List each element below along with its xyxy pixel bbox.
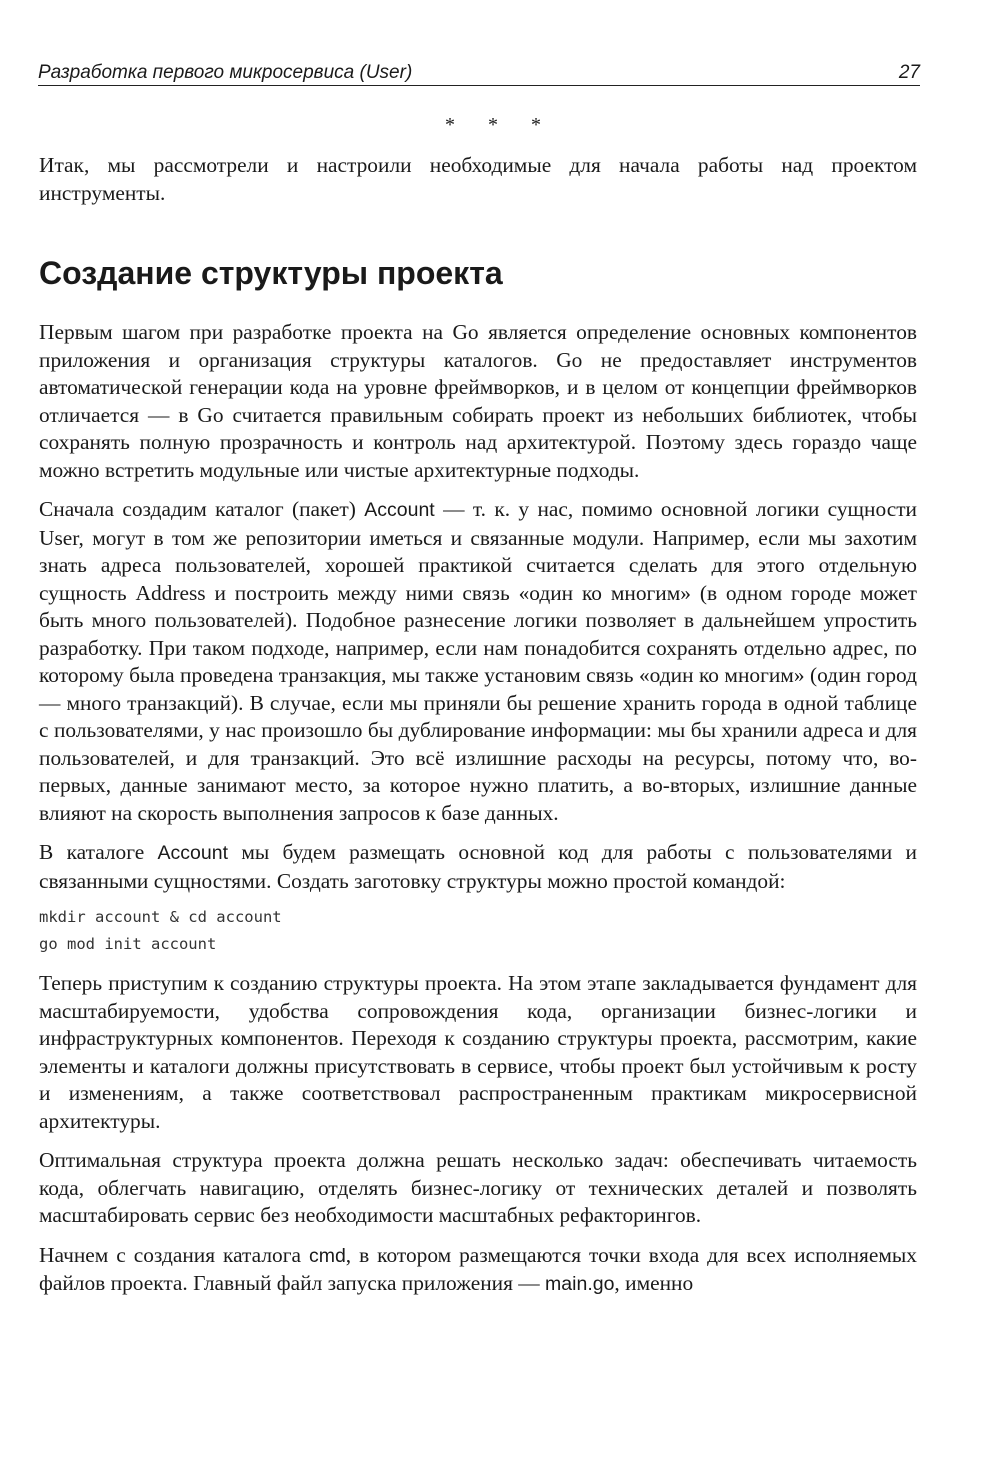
paragraph-2-text-start: Сначала создадим каталог (пакет) <box>39 497 356 521</box>
inline-code-account-2: Account <box>157 842 229 864</box>
code-line: mkdir account & cd account <box>39 908 282 926</box>
paragraph-6-text-middle: , в котором размещаются точки входа для всех исполняемых файлов проекта. Главный файл запуска приложения — <box>39 1242 917 1295</box>
paragraph-3-text-start: В каталоге <box>39 840 145 864</box>
inline-code-account: Account <box>364 499 435 521</box>
paragraph-2 <box>39 496 917 827</box>
paragraph-6 <box>39 1242 917 1299</box>
paragraph-6-text-start: Начнем с создания каталога <box>39 1242 301 1267</box>
paragraph-2-text-end: — т. к. у нас, помимо основной логики сущности User, могут в том же репозитории иметься и связанные модули. Например, если мы захотим знать адреса пользователей, хорошей практикой считается сделать для этого отдельную сущность Address и построить между ними связь «один ко многим» (в одном городе может быть много пользователей). Подобное разнесение логики позволяет в дальнейшем упростить разработку. При таком подходе, например, если нам понадобится сохранять отдельно адрес, по которому была проведена транзакция, мы также установим связь «один ко многим» (один город — много транзакций). В случае, если мы приняли бы решение хранить города в одной таблице с пользователями, у нас произошло бы дублирование информации: мы бы хранили адреса и для пользователей, и для транзакций. Это всё излишние расходы на ресурсы, потому что, во-первых, данные занимают место, за которое нужно платить, а во-вторых, излишние данные влияют на скорость выполнения запросов к базе данных. <box>39 497 917 825</box>
inline-code-cmd: cmd <box>308 1244 346 1267</box>
paragraph-5: Оптимальная структура проекта должна решать несколько задач: обеспечивать читаемость кода, облегчать навигацию, отделять бизнес-логику от технических деталей и позволять масштабировать сервис без необходимости масштабных рефакторингов. <box>39 1148 917 1227</box>
code-line: go mod init account <box>39 935 217 953</box>
chapter-title: Разработка первого микросервиса (User) <box>38 62 413 83</box>
page-number: 27 <box>898 62 920 83</box>
page-body <box>39 152 917 1299</box>
paragraph-6-text-end: , именно <box>614 1271 694 1295</box>
code-block <box>39 904 917 958</box>
paragraph-4: Теперь приступим к созданию структуры проекта. На этом этапе закладывается фундамент для масштабируемости, удобства сопровождения кода, организации бизнес-логики и инфраструктурных компонентов. Переходя к созданию структуры проекта, рассмотрим, какие элементы и каталоги должны присутствовать в сервисе, чтобы проект был устойчивым к росту и изменениям, а также соответствовал распространенным практикам микросервисной архитектуры. <box>39 971 917 1133</box>
intro-paragraph: Итак, мы рассмотрели и настроили необходимые для начала работы над проектом инструменты. <box>39 153 917 205</box>
running-header <box>38 62 920 86</box>
section-separator: * * * <box>445 114 555 136</box>
paragraph-3-text-end: мы будем размещать основной код для работы с пользователями и связанными сущностями. Создать заготовку структуры можно простой командой: <box>39 840 917 893</box>
section-heading: Создание структуры проекта <box>39 255 503 291</box>
inline-code-main-go: main.go <box>545 1273 615 1295</box>
paragraph-3 <box>39 839 917 895</box>
paragraph-1: Первым шагом при разработке проекта на Go является определение основных компонентов приложения и организация структуры каталогов. Go не предоставляет инструментов автоматической генерации кода на уровне фреймворков, и в целом от концепции фреймворков отличается — в Go считается правильным собирать проект из небольших библиотек, чтобы сохранять полную прозрачность и контроль над архитектурой. Поэтому здесь гораздо чаще можно встретить модульные или чистые архитектурные подходы. <box>39 320 917 482</box>
